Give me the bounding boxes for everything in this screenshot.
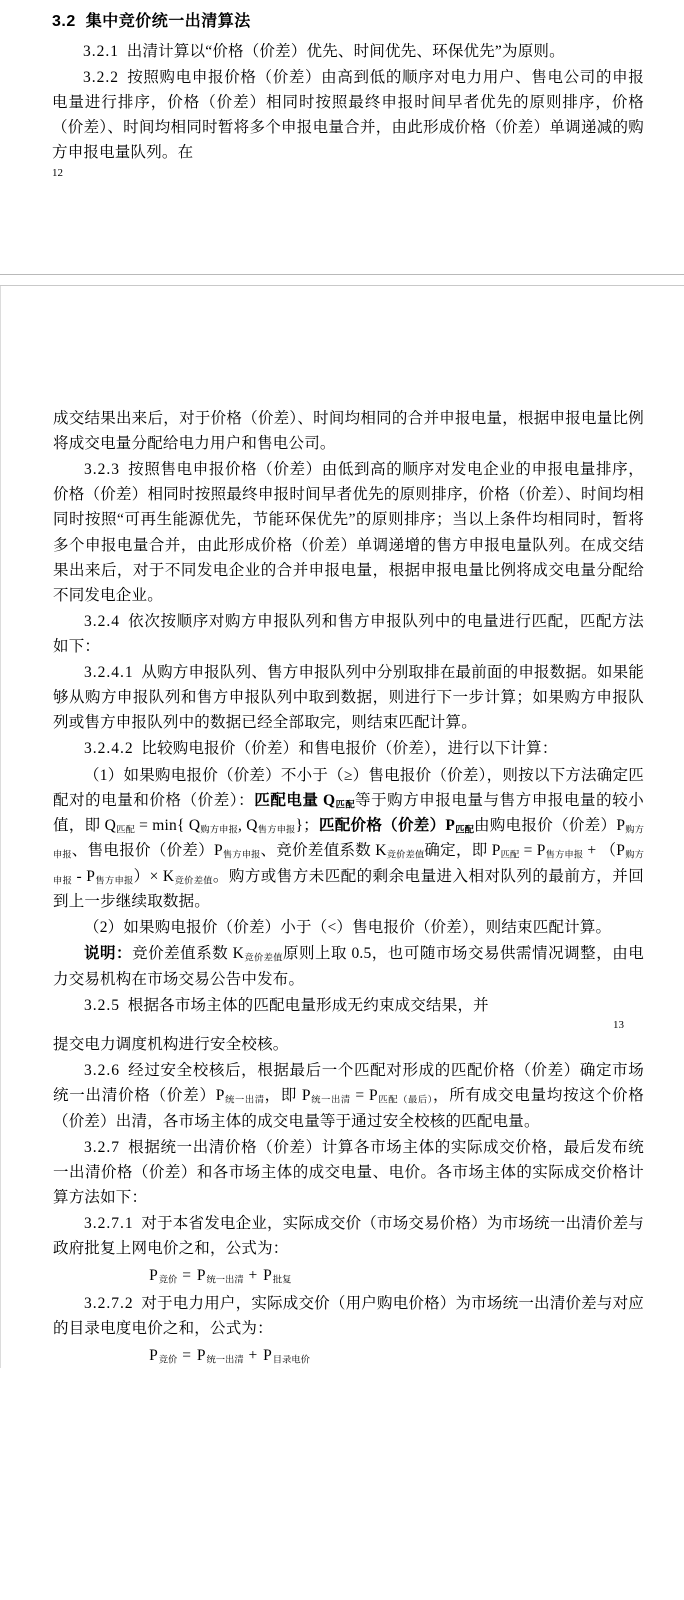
note-text-1: 竞价差值系数 K: [132, 945, 245, 963]
item1-mid3-sub: 售方申报: [257, 825, 296, 836]
item1-bold-quantity-sub: 匹配: [335, 799, 355, 810]
section-number: 3.2: [52, 13, 76, 30]
paragraph-number: 3.2.1: [83, 43, 119, 60]
item1-mid12: ）× K: [133, 867, 175, 885]
paragraph-item-2: （2）如果购电报价（价差）小于（<）售电报价（价差），则结束匹配计算。: [84, 919, 612, 937]
item1-mid12-sub: 竞价差值: [174, 876, 213, 887]
paragraph-text: 对于电力用户，实际成交价（用户购电价格）为市场统一出清价差与对应的目录电度电价之和，公式为：: [53, 1294, 644, 1337]
page-top-margin: [53, 286, 644, 406]
item1-mid2: = min{ Q: [134, 817, 201, 834]
paragraph-3-2-3: [53, 457, 644, 608]
item1-prefix: （1）如果购电报价（价差）不小于（≥）售电报价（价差），则按以下方法确定匹配对的电量和价格（价差）：: [53, 766, 644, 809]
paragraph-3-2-7-1: [53, 1211, 644, 1261]
formula-1: [53, 1263, 644, 1288]
item1-bold-price: 匹配价格（价差）P: [318, 817, 456, 834]
paragraph-text: 根据统一出清价格（价差）计算各市场主体的实际成交价格，最后发布统一出清价格（价差）和各市场主体的成交电量、电价。各市场主体的实际成交价格计算方法如下：: [53, 1138, 644, 1206]
item1-mid5: 由购电报价（价差）P: [474, 817, 626, 834]
item1-mid1-sub: 匹配: [116, 825, 135, 836]
paragraph-note: [53, 941, 644, 991]
paragraph-text: 按照售电申报价格（价差）由低到高的顺序对发电企业的申报电量排序，价格（价差）相同时按照最终申报时间早者优先的原则排序，价格（价差）、时间均相同时按照“可再生能源优先，节能环保优先”的原则排序；当以上条件均相同时，暂将多个申报电量合并，由此形成价格（价差）单调递增的售方申报电量队列。在成交结果出来后，对于不同发电企业的合并申报电量，根据申报电量比例将成交电量分配给不同发电企业。: [53, 461, 644, 604]
formula1-sub-3: 批复: [272, 1275, 292, 1286]
item1-mid2-sub: 购方申报: [200, 825, 238, 836]
paragraph-text: 从购方申报队列、售方申报队列中分别取排在最前面的申报数据。如果能够从购方申报队列和售方申报队列中取到数据，则进行下一步计算；如果购方申报队列或售方申报队列中的数据已经全部取完，则结束匹配计算。: [53, 664, 644, 732]
section-title-text: 集中竞价统一出清算法: [85, 13, 251, 30]
paragraph-3-2-7-2: [53, 1291, 644, 1341]
item1-mid3: , Q: [238, 817, 258, 834]
paragraph-3-2-4: [53, 609, 644, 659]
item1-mid6-sub: 售方申报: [222, 850, 261, 861]
item1-bold-price-sub: 匹配: [455, 825, 475, 836]
para326-sub-3: 匹配（最后）: [377, 1095, 433, 1106]
paragraph-continuation: 成交结果出来后，对于价格（价差）、时间均相同的合并申报电量，根据申报电量比例将成交电量分配给电力用户和售电公司。: [53, 410, 644, 453]
item1-mid4: }；: [295, 817, 319, 834]
paragraph-continuation-2: 提交电力调度机构进行安全校核。: [53, 1036, 289, 1054]
paragraph-number: 3.2.4: [84, 612, 120, 630]
formula2-sub-2: 统一出清: [206, 1355, 244, 1366]
document-page-1: [0, 0, 684, 270]
para326-prefix: 经过安全校核后，根据最后一个匹配对形成的匹配价格（价差）确定市场统一出清价格（价差）P: [53, 1062, 644, 1105]
item1-mid8-sub: 匹配: [500, 850, 520, 861]
note-sub: 竞价差值: [244, 953, 283, 964]
paragraph-number: 3.2.6: [84, 1062, 120, 1080]
paragraph-text: 根据各市场主体的匹配电量形成无约束成交结果，并: [127, 996, 489, 1014]
item1-mid13: 。购方或售方未匹配的剩余电量进入相对队列的最前方，并回到上一步继续取数据。: [53, 867, 644, 911]
item1-mid9: = P: [519, 842, 546, 860]
item1-mid7: 、竞价差值系数 K: [260, 842, 387, 860]
page-title: [52, 8, 644, 31]
note-text-2: 原则上取 0.5，也可随市场交易供需情况调整，由电力交易机构在市场交易公告中发布。: [53, 945, 644, 988]
paragraph-3-2-4-2: [53, 736, 644, 761]
paragraph-text: 比较购电报价（价差）和售电报价（价差），进行以下计算：: [141, 740, 558, 758]
formula2-mid-2: + P: [243, 1346, 273, 1364]
formula1-sub-1: 竞价: [158, 1275, 178, 1286]
paragraph-3-2-5: [53, 993, 644, 1018]
formula1-mid-2: + P: [243, 1267, 273, 1285]
para326-sub-2: 统一出清: [310, 1095, 351, 1106]
formula2-mid: = P: [177, 1346, 207, 1364]
formula1-p: P: [149, 1267, 159, 1285]
paragraph-number: 3.2.7: [84, 1138, 120, 1156]
formula2-sub-1: 竞价: [158, 1355, 178, 1366]
page-number-13: 13: [613, 1018, 624, 1031]
paragraph-3-2-7: [53, 1135, 644, 1210]
paragraph-item-1: [53, 763, 644, 915]
formula1-mid: = P: [177, 1267, 207, 1285]
page-separator: [0, 274, 684, 286]
formula1-sub-2: 统一出清: [206, 1275, 244, 1286]
paragraph-text: 对于本省发电企业，实际成交价（市场交易价格）为市场统一出清价差与政府批复上网电价之和，公式为：: [53, 1215, 644, 1258]
paragraph-number: 3.2.5: [84, 996, 120, 1014]
item1-mid5-sub: 购方申报: [53, 825, 644, 861]
paragraph-text: 依次按顺序对购方申报队列和售方申报队列中的电量进行匹配，匹配方法如下：: [53, 612, 644, 655]
item1-mid11-sub: 售方申报: [95, 876, 134, 887]
paragraph-3-2-1: [52, 39, 644, 64]
document-page-2: [0, 286, 684, 1368]
item1-mid10: + （P: [583, 842, 626, 860]
item1-mid8: 确定，即 P: [424, 842, 501, 860]
formula2-p: P: [149, 1346, 159, 1364]
item1-mid7-sub: 竞价差值: [386, 850, 425, 861]
paragraph-number: 3.2.7.2: [84, 1294, 134, 1312]
paragraph-number: 3.2.4.2: [84, 740, 134, 758]
page-number-12: 12: [52, 166, 63, 179]
para326-sub-1: 统一出清: [224, 1095, 265, 1106]
paragraph-text: 按照购电申报价格（价差）由高到低的顺序对电力用户、售电公司的申报电量进行排序，价格（价差）相同时按照最终申报时间早者优先的原则排序，价格（价差）、时间均相同时暂将多个申报电量合并，由此形成价格（价差）单调递减的购方申报电量队列。在: [52, 69, 644, 162]
para326-mid-2: = P: [350, 1087, 378, 1105]
paragraph-number: 3.2.4.1: [84, 664, 134, 682]
paragraph-text: 出清计算以“价格（价差）优先、时间优先、环保优先”为原则。: [126, 43, 565, 60]
formula-2: [53, 1343, 644, 1368]
item1-bold-quantity: 匹配电量 Q: [254, 791, 336, 809]
paragraph-number: 3.2.2: [83, 69, 119, 87]
para326-suffix: ，所有成交电量均按这个价格（价差）出清，各市场主体的成交电量等于通过安全校核的匹配电量。: [53, 1087, 644, 1130]
formula2-sub-3: 目录电价: [272, 1355, 310, 1366]
paragraph-3-2-2: [52, 65, 644, 165]
paragraph-number: 3.2.7.1: [84, 1215, 134, 1233]
item1-mid11: - P: [72, 867, 96, 885]
item1-mid6: 、售电报价（价差）P: [71, 842, 223, 860]
paragraph-3-2-6: [53, 1058, 644, 1134]
item1-mid9-sub: 售方申报: [545, 850, 584, 861]
para326-mid: ，即 P: [264, 1087, 311, 1105]
paragraph-3-2-4-1: [53, 660, 644, 735]
item1-mid10-sub: 购方申报: [53, 850, 644, 887]
note-label: 说明：: [84, 945, 133, 963]
paragraph-number: 3.2.3: [84, 461, 120, 479]
item1-mid1: 等于购方申报电量与售方申报电量的较小值，即 Q: [53, 791, 644, 834]
